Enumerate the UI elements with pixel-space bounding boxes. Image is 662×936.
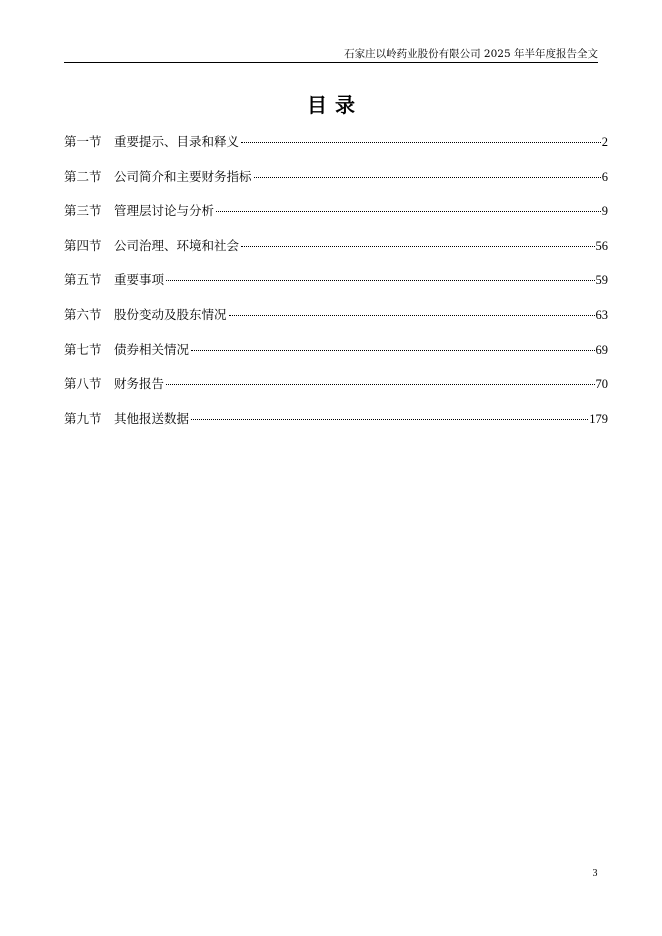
toc-entry-6[interactable] xyxy=(64,307,608,342)
toc-page-number: 56 xyxy=(595,238,608,253)
toc-section-title: 重要提示、目录和释义 xyxy=(114,134,240,149)
toc-section-number: 第七节 xyxy=(64,341,102,357)
page-number: 3 xyxy=(592,868,598,879)
toc-section-title: 财务报告 xyxy=(114,376,165,392)
toc-entry-4[interactable] xyxy=(64,238,608,273)
toc-section-title: 其他报送数据 xyxy=(114,410,190,426)
toc-section-title: 重要事项 xyxy=(114,272,165,288)
toc-section-title: 公司治理、环境和社会 xyxy=(114,237,240,253)
toc-section-number: 第五节 xyxy=(64,272,102,288)
toc-entry-2[interactable] xyxy=(64,169,608,204)
toc-entry-9[interactable] xyxy=(64,411,608,446)
toc-page-number: 2 xyxy=(601,135,608,149)
toc-section-title: 管理层讨论与分析 xyxy=(114,203,215,219)
toc-dot-leader xyxy=(241,142,601,143)
toc-dot-leader xyxy=(191,419,588,420)
toc-dot-leader xyxy=(229,315,595,316)
toc-section-number: 第一节 xyxy=(64,134,102,149)
toc-section-title: 债券相关情况 xyxy=(114,341,190,357)
toc-page-number: 179 xyxy=(589,411,608,426)
toc-page-number: 9 xyxy=(601,204,608,219)
toc-entry-1[interactable] xyxy=(64,134,608,169)
toc-dot-leader xyxy=(254,177,601,178)
table-of-contents xyxy=(64,134,608,445)
toc-dot-leader xyxy=(191,350,594,351)
toc-section-number: 第八节 xyxy=(64,376,102,392)
toc-section-number: 第三节 xyxy=(64,203,102,219)
toc-section-number: 第九节 xyxy=(64,410,102,426)
toc-page-number: 6 xyxy=(601,169,608,184)
toc-section-title: 股份变动及股东情况 xyxy=(114,306,227,322)
toc-entry-3[interactable] xyxy=(64,203,608,238)
toc-section-number: 第二节 xyxy=(64,168,102,184)
toc-page-number: 69 xyxy=(595,342,608,357)
toc-section-number: 第四节 xyxy=(64,237,102,253)
toc-section-title: 公司简介和主要财务指标 xyxy=(114,168,252,184)
toc-entry-5[interactable] xyxy=(64,272,608,307)
toc-dot-leader xyxy=(166,280,594,281)
toc-dot-leader xyxy=(241,246,594,247)
toc-title: 目录 xyxy=(307,93,363,117)
toc-dot-leader xyxy=(216,211,601,212)
toc-entry-8[interactable] xyxy=(64,376,608,411)
toc-page-number: 59 xyxy=(595,273,608,288)
toc-section-number: 第六节 xyxy=(64,306,102,322)
header-rule xyxy=(64,62,598,63)
toc-dot-leader xyxy=(166,384,594,385)
toc-page-number: 70 xyxy=(595,377,608,392)
toc-page-number: 63 xyxy=(595,307,608,322)
page-header: 石家庄以岭药业股份有限公司 2025 年半年度报告全文 xyxy=(344,48,598,60)
toc-entry-7[interactable] xyxy=(64,342,608,377)
